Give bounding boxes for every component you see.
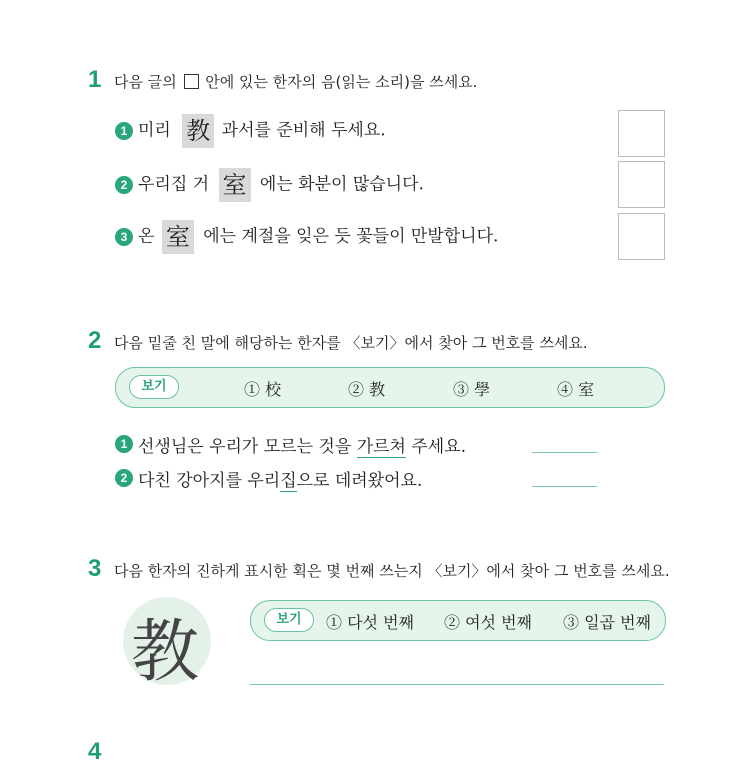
- q1-item-1-sentence: [138, 114, 386, 148]
- q2-item-1-sentence: [138, 432, 466, 457]
- q2-item-2-number: 2: [115, 469, 133, 487]
- q1-item-1-answer-box[interactable]: [618, 110, 665, 157]
- q1-item-2-hanja: 室: [219, 168, 251, 202]
- q2-item-1-number: 1: [115, 435, 133, 453]
- q1-item-2-after: 에는 화분이 많습니다.: [259, 174, 424, 195]
- question-1-text-before: 다음 글의: [114, 73, 177, 91]
- square-box-icon: [184, 74, 199, 89]
- question-2-text: 다음 밑줄 친 말에 해당하는 한자를 〈보기〉에서 찾아 그 번호를 쓰세요.: [114, 334, 588, 352]
- q1-item-1-hanja: 教: [182, 114, 214, 148]
- q1-item-3-answer-box[interactable]: [618, 213, 665, 260]
- q2-option-2: ② 教: [348, 380, 386, 399]
- q1-item-1-number: 1: [115, 122, 133, 140]
- question-4-number: 4: [88, 738, 102, 765]
- question-1-number: 1: [88, 66, 102, 93]
- question-3-number: 3: [88, 555, 102, 582]
- q2-item-2-underlined: 집: [280, 471, 297, 491]
- q3-answer-line[interactable]: [250, 684, 664, 685]
- q3-hanja: 教: [131, 613, 200, 692]
- q3-option-3: ③ 일곱 번째: [563, 613, 651, 632]
- q1-item-3-number: 3: [115, 228, 133, 246]
- q1-item-3-after: 에는 계절을 잊은 듯 꽃들이 만발합니다.: [203, 226, 499, 247]
- question-2-number: 2: [88, 327, 102, 354]
- q3-bogi-label: 보기: [264, 608, 314, 632]
- q1-item-2-number: 2: [115, 176, 133, 194]
- q2-item-1-before: 선생님은 우리가 모르는 것을: [138, 437, 357, 457]
- q2-item-1-answer-line[interactable]: [532, 452, 597, 453]
- question-3-text: 다음 한자의 진하게 표시한 획은 몇 번째 쓰는지 〈보기〉에서 찾아 그 번호를 쓰세요.: [114, 562, 670, 580]
- q2-item-2-before: 다친 강아지를 우리: [138, 471, 281, 491]
- q2-item-1-underlined: 가르쳐: [356, 437, 406, 457]
- q2-item-2-answer-line[interactable]: [532, 486, 597, 487]
- question-1-text: [114, 71, 477, 92]
- question-1-text-after: 안에 있는 한자의 음(읽는 소리)을 쓰세요.: [205, 73, 478, 91]
- q3-option-1: ① 다섯 번째: [326, 613, 414, 632]
- q1-item-1-before: 미리: [138, 120, 171, 141]
- q2-item-2-sentence: [138, 466, 422, 491]
- q1-item-3-hanja: 室: [162, 220, 194, 254]
- q1-item-2-sentence: [138, 168, 424, 202]
- q1-item-2-answer-box[interactable]: [618, 161, 665, 208]
- q2-option-4: ④ 室: [557, 380, 595, 399]
- q2-option-1: ① 校: [244, 380, 282, 399]
- q1-item-2-before: 우리집 거: [138, 174, 210, 195]
- q1-item-3-sentence: [138, 220, 498, 254]
- q2-bogi-label: 보기: [129, 375, 179, 399]
- q1-item-3-before: 온: [138, 226, 155, 247]
- q1-item-1-after: 과서를 준비해 두세요.: [221, 120, 386, 141]
- q2-item-1-after: 주세요.: [405, 437, 467, 457]
- q3-option-2: ② 여섯 번째: [444, 613, 532, 632]
- q2-option-3: ③ 學: [453, 380, 491, 399]
- q2-item-2-after: 으로 데려왔어요.: [296, 471, 423, 491]
